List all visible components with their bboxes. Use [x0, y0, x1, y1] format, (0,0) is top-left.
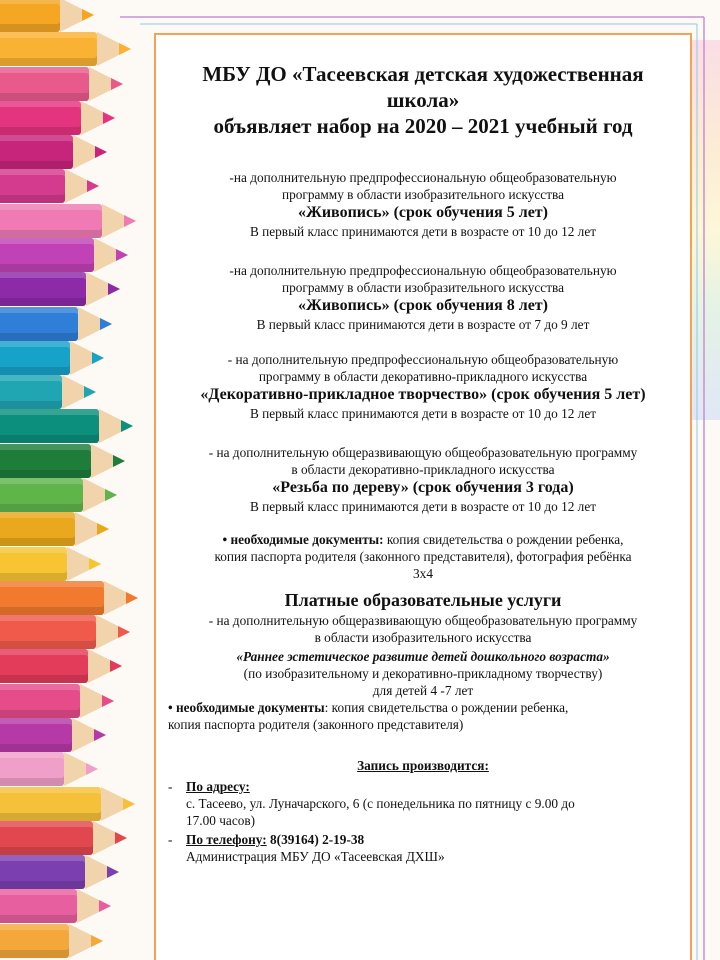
list-dash: - — [168, 779, 173, 794]
enrollment-info — [168, 757, 678, 865]
header — [168, 61, 678, 139]
paid-program-note: (по изобразительному и декоративно-прикладному творчеству) — [243, 666, 603, 681]
documents-label: • необходимые документы: — [222, 532, 384, 547]
address-line1: с. Тасеево, ул. Луначарского, 6 (с понедельника по пятницу с 9.00 до — [186, 796, 575, 811]
program-age: В первый класс принимаются дети в возрасте от 10 до 12 лет — [249, 224, 597, 239]
paid-program-area: в области изобразительного искусства — [314, 630, 532, 645]
program-block-1 — [168, 169, 678, 240]
announcement-line: объявляет набор на 2020 – 2021 учебный год — [213, 114, 633, 138]
documents-text: копия свидетельства о рождении ребенка, — [383, 532, 624, 547]
program-description: -на дополнительную предпрофессиональную общеобразовательную — [229, 263, 617, 278]
address-label: По адресу: — [186, 779, 250, 794]
program-block-4 — [168, 444, 678, 515]
program-age: В первый класс принимаются дети в возрасте от 10 до 12 лет — [249, 406, 597, 421]
administration-signature: Администрация МБУ ДО «Тасеевская ДХШ» — [186, 849, 445, 864]
documents-text-line2: копия паспорта родителя (законного представителя), фотография ребёнка — [214, 549, 632, 564]
school-name-line2: школа» — [386, 88, 460, 112]
program-name: «Живопись» (срок обучения 8 лет) — [298, 297, 548, 314]
program-name: «Резьба по дереву» (срок обучения 3 года) — [272, 479, 574, 496]
enrollment-title: Запись производится: — [357, 758, 489, 773]
program-area: программу в области декоративно-прикладного искусства — [258, 369, 588, 384]
documents-text-line3: 3х4 — [413, 566, 433, 581]
program-age: В первый класс принимаются дети в возрасте от 7 до 9 лет — [256, 317, 590, 332]
required-documents — [168, 531, 678, 582]
program-name: «Живопись» (срок обучения 5 лет) — [298, 204, 548, 221]
school-name-line1: МБУ ДО «Тасеевская детская художественная — [202, 62, 644, 86]
paid-required-documents — [168, 699, 678, 733]
program-description: - на дополнительную предпрофессиональную общеобразовательную — [227, 352, 619, 367]
paid-program-name: «Раннее эстетическое развитие детей дошкольного возраста» — [236, 649, 610, 664]
paid-program-description: - на дополнительную общеразвивающую общеобразовательную программу — [208, 613, 638, 628]
list-dash: - — [168, 832, 173, 847]
phone-label: По телефону: — [186, 832, 267, 847]
program-age: В первый класс принимаются дети в возрасте от 10 до 12 лет — [249, 499, 597, 514]
address-line2: 17.00 часов) — [186, 813, 256, 828]
program-block-3 — [168, 351, 678, 422]
program-area: в области декоративно-прикладного искусства — [291, 462, 555, 477]
paid-program-ages: для детей 4 -7 лет — [372, 683, 474, 698]
paid-services-title: Платные образовательные услуги — [284, 590, 562, 610]
phone-item — [168, 831, 678, 865]
phone-value: 8(39164) 2-19-38 — [266, 832, 365, 847]
pencils-decoration — [0, 0, 150, 960]
program-name: «Декоративно-прикладное творчество» (срок обучения 5 лет) — [200, 386, 646, 403]
paid-documents-text: : копия свидетельства о рождении ребенка, — [324, 700, 569, 715]
announcement-poster — [154, 33, 692, 960]
address-item — [168, 778, 678, 829]
paid-services — [168, 588, 678, 699]
paid-documents-text-line2: копия паспорта родителя (законного представителя) — [168, 717, 464, 732]
program-block-2 — [168, 262, 678, 333]
program-description: - на дополнительную общеразвивающую общеобразовательную программу — [208, 445, 638, 460]
program-area: программу в области изобразительного искусства — [281, 280, 565, 295]
program-area: программу в области изобразительного искусства — [281, 187, 565, 202]
paid-documents-label: • необходимые документы — [168, 700, 325, 715]
program-description: -на дополнительную предпрофессиональную общеобразовательную — [229, 170, 617, 185]
